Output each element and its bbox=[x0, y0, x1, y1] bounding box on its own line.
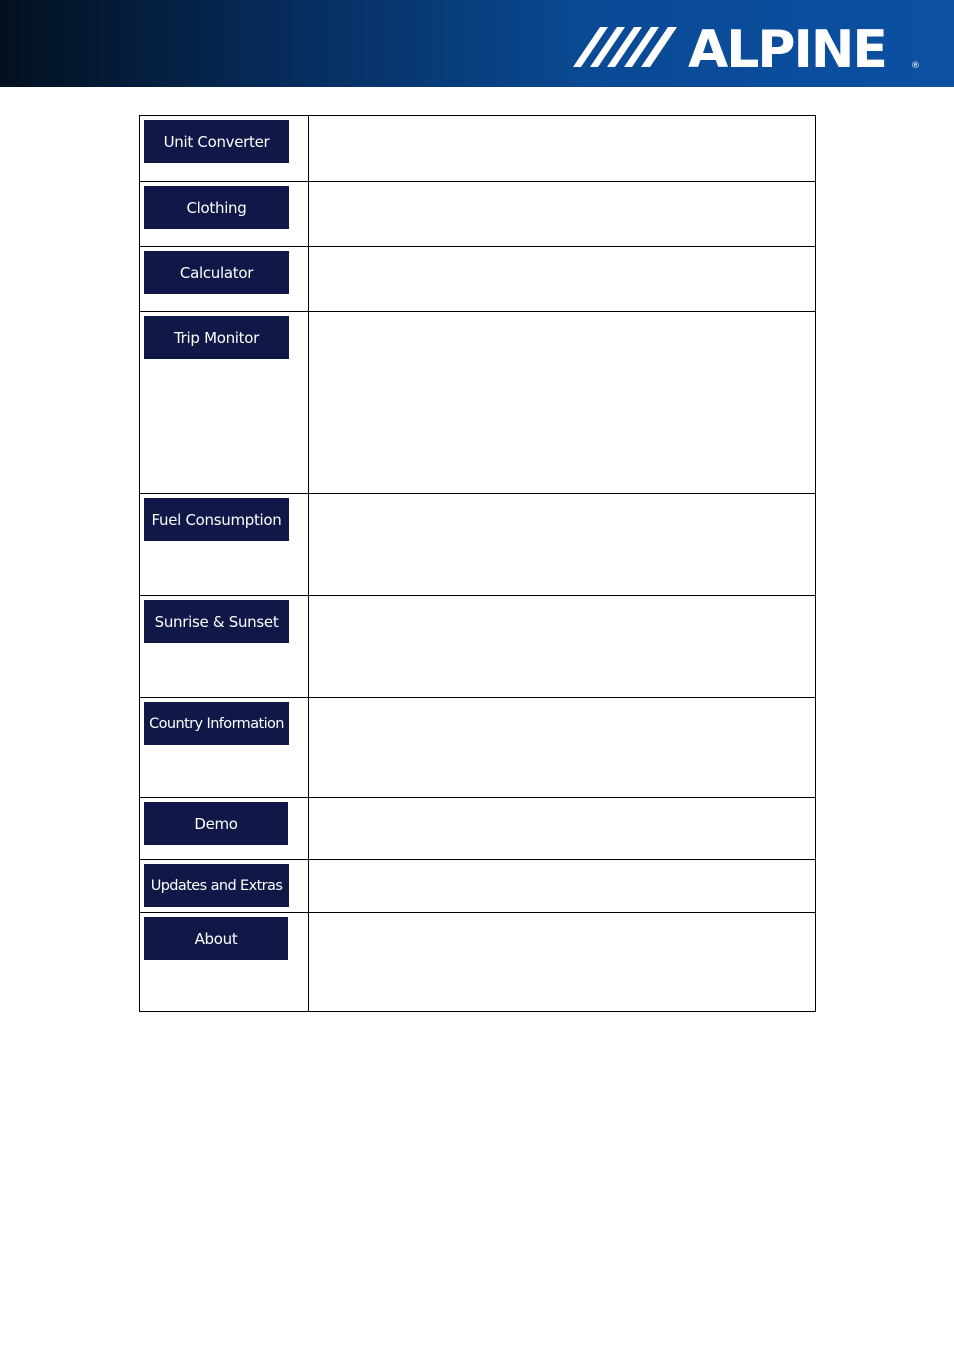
table-row bbox=[140, 116, 816, 182]
trip-monitor-button[interactable]: Trip Monitor bbox=[144, 316, 289, 359]
feature-description bbox=[309, 798, 815, 810]
table-row bbox=[140, 182, 816, 247]
table-row bbox=[140, 860, 816, 913]
description-cell bbox=[309, 596, 816, 698]
description-cell bbox=[309, 182, 816, 247]
button-cell bbox=[140, 860, 309, 913]
feature-description bbox=[309, 698, 815, 710]
feature-description bbox=[309, 247, 815, 259]
alpine-logo bbox=[570, 22, 920, 72]
brand-wordmark: ALPINE bbox=[688, 22, 886, 72]
description-cell bbox=[309, 913, 816, 1012]
feature-description bbox=[309, 494, 815, 506]
description-cell bbox=[309, 798, 816, 860]
button-cell bbox=[140, 798, 309, 860]
table-row bbox=[140, 596, 816, 698]
feature-description bbox=[309, 596, 815, 608]
button-cell bbox=[140, 247, 309, 312]
unit-converter-button[interactable]: Unit Converter bbox=[144, 120, 289, 163]
registered-mark: ® bbox=[911, 61, 920, 71]
button-cell bbox=[140, 116, 309, 182]
brand-stripes-icon bbox=[573, 27, 677, 67]
feature-description bbox=[309, 182, 815, 194]
updates-extras-button[interactable]: Updates and Extras bbox=[144, 864, 289, 907]
button-cell bbox=[140, 312, 309, 494]
feature-description bbox=[309, 312, 815, 324]
table-row bbox=[140, 913, 816, 1012]
feature-description bbox=[309, 860, 815, 872]
table-row bbox=[140, 798, 816, 860]
table-row bbox=[140, 698, 816, 798]
feature-description bbox=[309, 116, 815, 128]
button-cell bbox=[140, 596, 309, 698]
description-cell bbox=[309, 860, 816, 913]
header-banner bbox=[0, 0, 954, 87]
demo-button[interactable]: Demo bbox=[144, 802, 288, 845]
description-cell bbox=[309, 494, 816, 596]
description-cell bbox=[309, 247, 816, 312]
description-cell bbox=[309, 698, 816, 798]
button-cell bbox=[140, 698, 309, 798]
button-cell bbox=[140, 913, 309, 1012]
description-cell bbox=[309, 116, 816, 182]
button-cell bbox=[140, 494, 309, 596]
sunrise-sunset-button[interactable]: Sunrise & Sunset bbox=[144, 600, 289, 643]
calculator-button[interactable]: Calculator bbox=[144, 251, 289, 294]
country-information-button[interactable]: Country Information bbox=[144, 702, 289, 745]
button-cell bbox=[140, 182, 309, 247]
clothing-button[interactable]: Clothing bbox=[144, 186, 289, 229]
about-button[interactable]: About bbox=[144, 917, 288, 960]
feature-description bbox=[309, 913, 815, 925]
description-cell bbox=[309, 312, 816, 494]
fuel-consumption-button[interactable]: Fuel Consumption bbox=[144, 498, 289, 541]
table-row bbox=[140, 247, 816, 312]
table-row bbox=[140, 494, 816, 596]
table-row bbox=[140, 312, 816, 494]
features-table bbox=[139, 115, 816, 1012]
